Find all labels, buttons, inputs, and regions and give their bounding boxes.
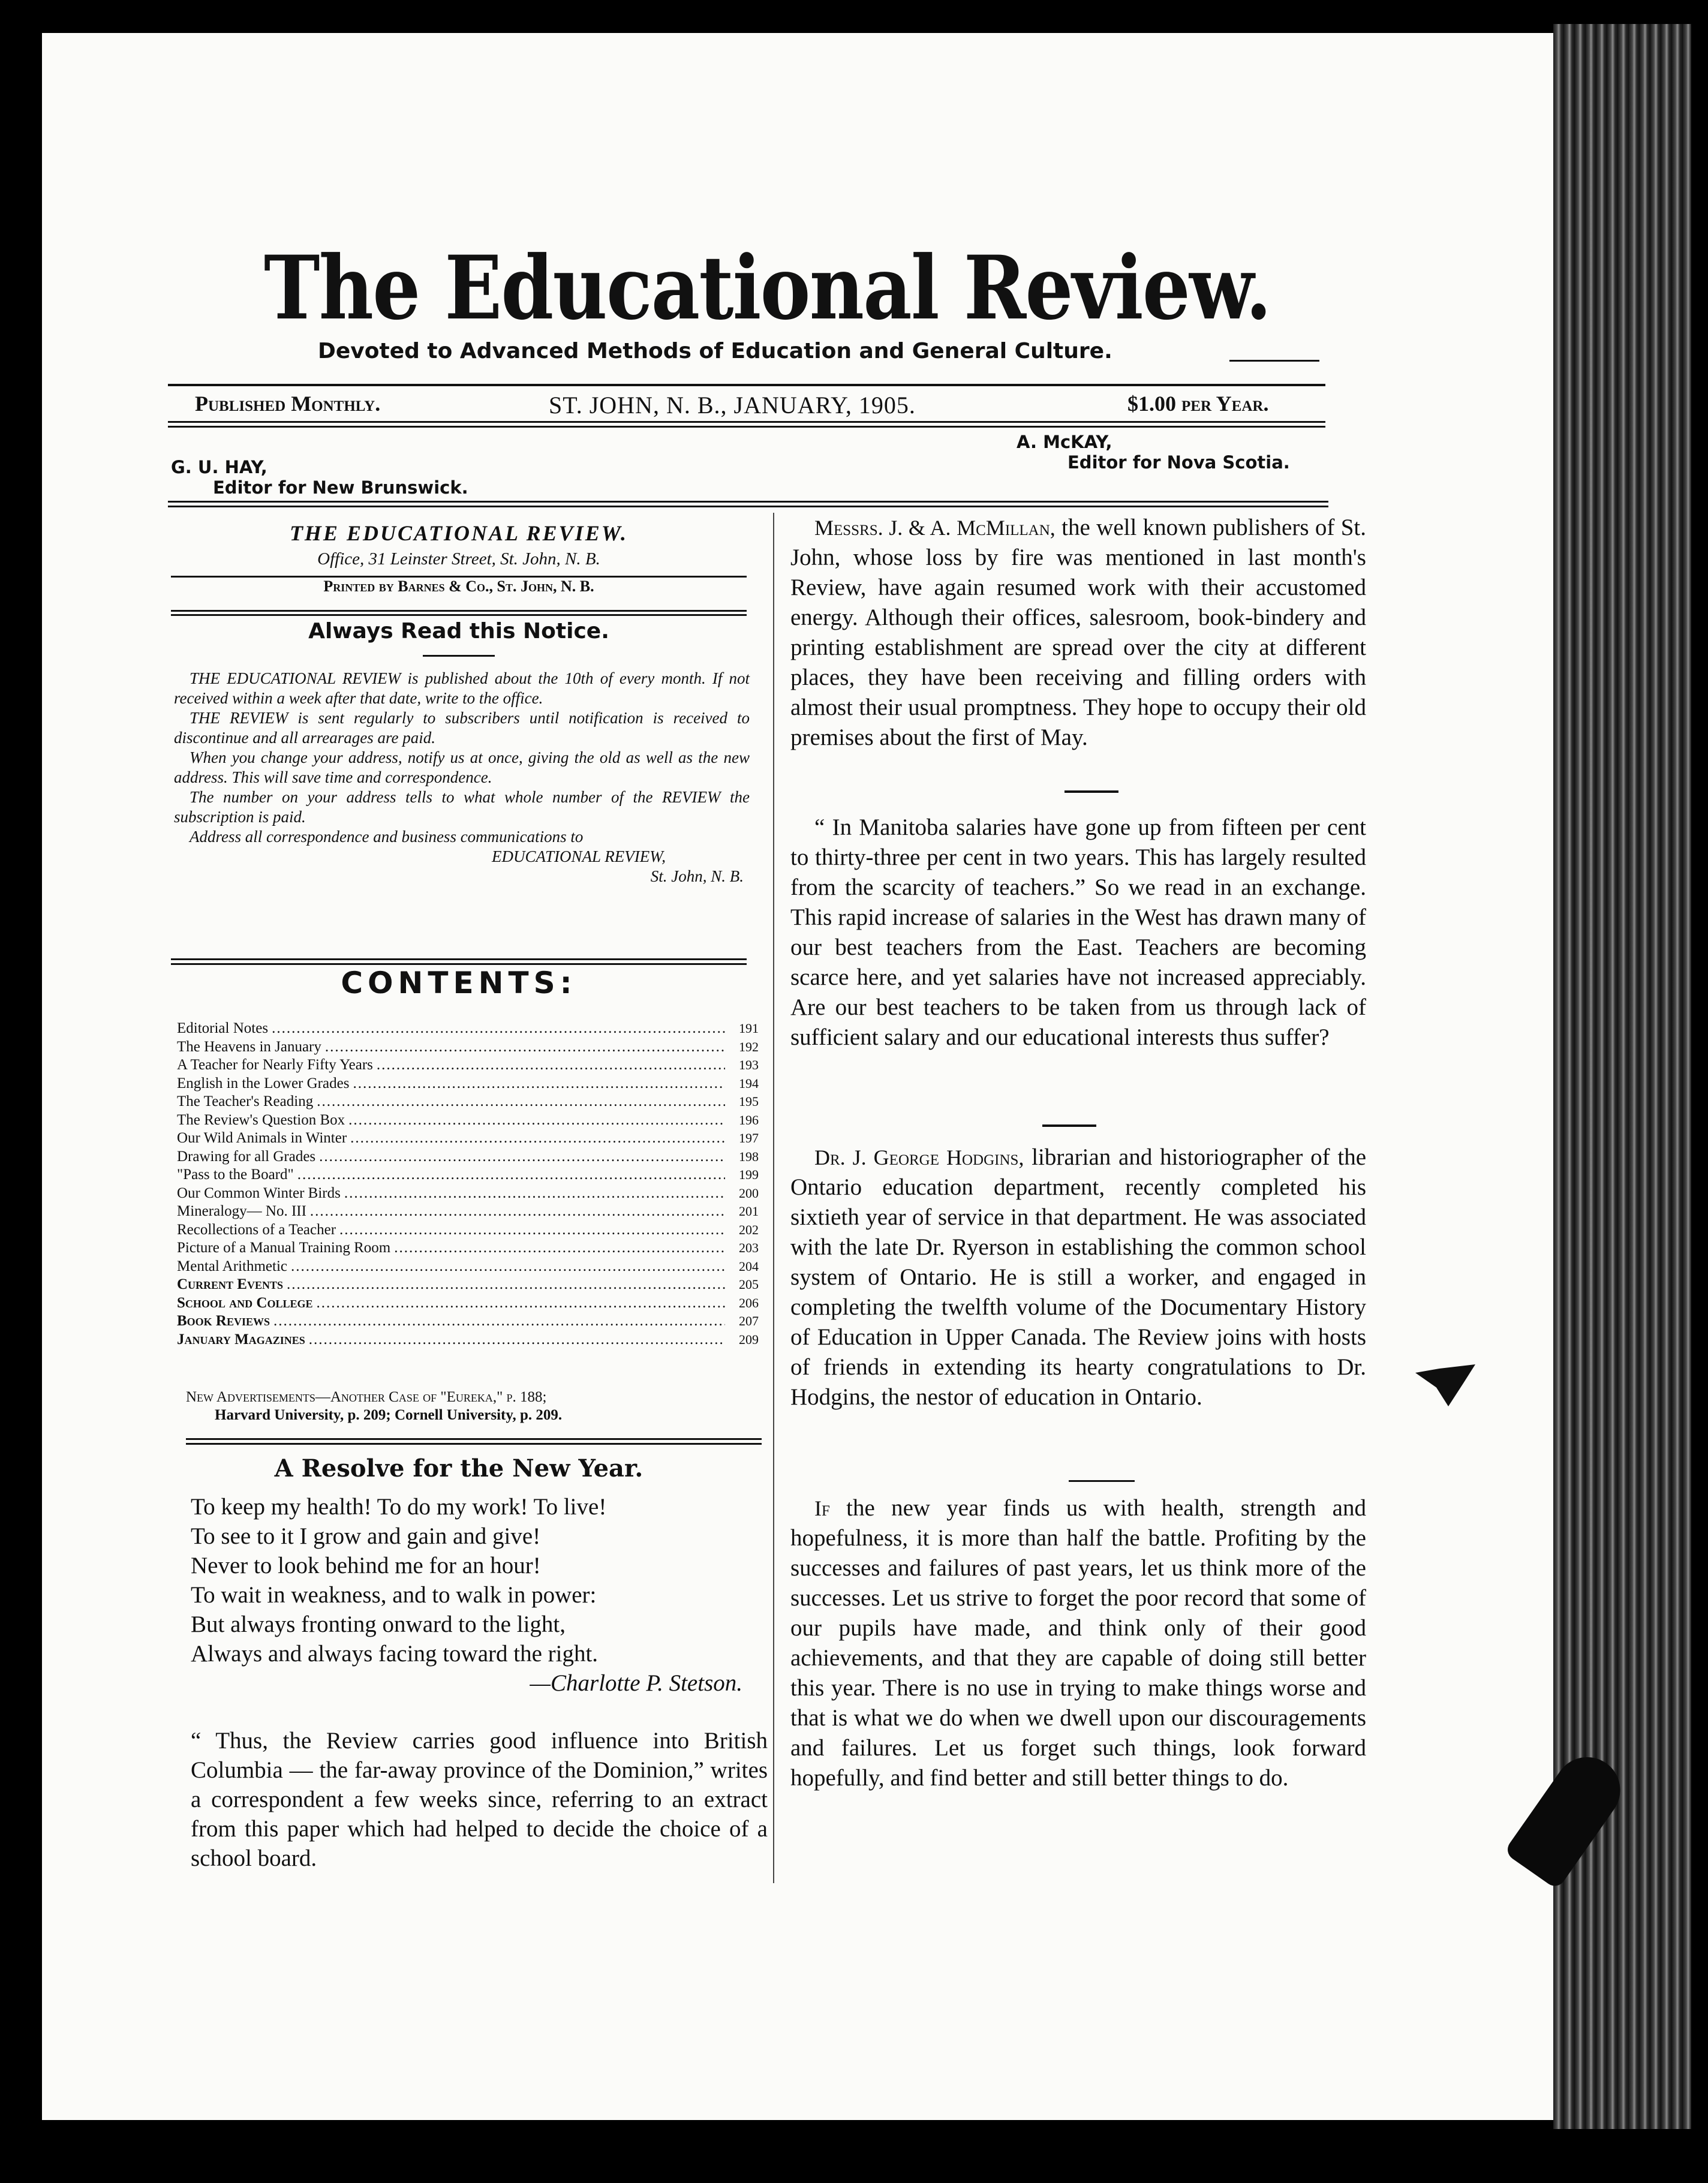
- contents-item-page: 205: [739, 1277, 759, 1292]
- mcmillan-text: the well known publishers of St. John, whose loss by fire was mentioned in last month's Review, have again resumed work with their accustomed energy. Although their offices, salesroom, book-bindery and printing establishment are spread over the city at different places, they have been receiving and filling orders with almost their usual promptness. They hope to occupy their old premises about the first of May.: [790, 515, 1366, 750]
- contents-leader-dots: [348, 1111, 725, 1130]
- office-title: THE EDUCATIONAL REVIEW.: [289, 521, 629, 545]
- contents-leader-dots: [310, 1202, 725, 1221]
- contents-item-label: Mental Arithmetic: [177, 1258, 287, 1274]
- separator-1: [1065, 790, 1118, 793]
- contents-item-label: Current Events: [177, 1276, 284, 1292]
- contents-leader-dots: [394, 1239, 725, 1258]
- british-columbia-paragraph: “ Thus, the Review carries good influence into British Columbia — the far-away province of the Dominion,” writes a correspondent a few weeks since, referring to an extract from this paper which had helped to decide the choice of a school board.: [191, 1728, 768, 1871]
- notice-p2: THE REVIEW is sent regularly to subscribers until notification is received to discontinue and all arrearages are paid.: [174, 709, 750, 747]
- editor-right-role: Editor for Nova Scotia.: [1068, 452, 1290, 473]
- contents-leader-dots: [273, 1312, 725, 1331]
- editor-right-name: A. McKAY,: [1017, 432, 1112, 452]
- contents-row: [177, 1258, 759, 1276]
- editor-left-role: Editor for New Brunswick.: [213, 477, 468, 498]
- contents-heading: CONTENTS:: [341, 966, 577, 1000]
- masthead-rule-mid1: [168, 421, 1325, 423]
- hodgins-paragraph: [790, 1142, 1366, 1412]
- subscription-price: $1.00 per Year.: [1127, 392, 1269, 416]
- contents-item-page: 204: [739, 1258, 759, 1274]
- contents-leader-dots: [325, 1038, 725, 1057]
- contents-leader-dots: [291, 1258, 725, 1276]
- contents-leader-dots: [353, 1075, 725, 1093]
- published-monthly: Published Monthly.: [195, 392, 381, 416]
- contents-rule-2: [171, 963, 747, 965]
- contents-row: [177, 1093, 759, 1111]
- notice-p3: When you change your address, notify us at once, giving the old as well as the new address. This will save time and correspondence.: [174, 748, 750, 786]
- contents-item-page: 199: [739, 1167, 759, 1182]
- contents-item-label: Drawing for all Grades: [177, 1148, 316, 1165]
- contents-item-page: 193: [739, 1057, 759, 1072]
- editor-rule-2: [168, 506, 1328, 507]
- editor-new-brunswick: [171, 457, 468, 498]
- poem-attribution: —Charlotte P. Stetson.: [530, 1670, 742, 1696]
- contents-leader-dots: [339, 1221, 725, 1240]
- notice-signature-2: St. John, N. B.: [650, 867, 744, 885]
- contents-row: [177, 1075, 759, 1093]
- new-advertisements: [186, 1388, 762, 1424]
- contents-row: [177, 1056, 759, 1075]
- contents-item-page: 207: [739, 1313, 759, 1328]
- adv-line-1: New Advertisements—Another Case of "Eureka," p. 188;: [186, 1389, 547, 1405]
- contents-item-page: 206: [739, 1295, 759, 1310]
- poem-line: Never to look behind me for an hour!: [191, 1553, 541, 1578]
- office-address: Office, 31 Leinster Street, St. John, N. B.: [317, 549, 600, 569]
- contents-rule-1: [171, 958, 747, 960]
- poem-line: To wait in weakness, and to walk in power:: [191, 1582, 597, 1608]
- contents-item-label: A Teacher for Nearly Fifty Years: [177, 1057, 373, 1073]
- new-year-lead: If: [814, 1496, 830, 1520]
- contents-item-page: 197: [739, 1130, 759, 1145]
- notice-text: [174, 669, 750, 886]
- contents-item-label: Editorial Notes: [177, 1020, 269, 1036]
- contents-row: [177, 1331, 759, 1349]
- mcmillan-lead: Messrs. J. & A. McMillan,: [814, 516, 1056, 540]
- contents-item-label: Mineralogy— No. III: [177, 1203, 306, 1219]
- contents-item-label: Recollections of a Teacher: [177, 1221, 336, 1238]
- poem-line: To see to it I grow and gain and give!: [191, 1523, 541, 1549]
- manitoba-paragraph: [790, 813, 1366, 1053]
- contents-item-label: January Magazines: [177, 1331, 305, 1348]
- contents-row: [177, 1111, 759, 1130]
- resolve-rule-1: [186, 1438, 762, 1440]
- contents-row: [177, 1221, 759, 1240]
- contents-item-label: Our Wild Animals in Winter: [177, 1130, 347, 1146]
- contents-item-page: 196: [739, 1112, 759, 1127]
- office-block: [171, 521, 747, 596]
- notice-p4: The number on your address tells to what whole number of the REVIEW the subscription is paid.: [174, 788, 750, 826]
- notice-heading-rule: [423, 655, 495, 657]
- notice-heading: Always Read this Notice.: [308, 619, 609, 644]
- contents-row: [177, 1276, 759, 1294]
- masthead-rule-mid2: [168, 426, 1325, 428]
- contents-row: [177, 1239, 759, 1258]
- contents-list: [177, 1020, 759, 1349]
- contents-item-label: The Review's Question Box: [177, 1111, 345, 1128]
- mcmillan-paragraph: [790, 513, 1366, 753]
- contents-leader-dots: [272, 1020, 725, 1038]
- contents-item-page: 200: [739, 1185, 759, 1201]
- contents-leader-dots: [287, 1276, 725, 1294]
- contents-item-page: 191: [739, 1021, 759, 1036]
- editor-rule-1: [168, 501, 1328, 503]
- journal-subtitle: Devoted to Advanced Methods of Education and General Culture.: [318, 339, 1112, 363]
- office-rule-2: [171, 610, 747, 612]
- contents-item-label: The Teacher's Reading: [177, 1093, 314, 1109]
- hodgins-lead: Dr. J. George Hodgins,: [814, 1145, 1024, 1169]
- contents-leader-dots: [344, 1184, 725, 1203]
- contents-row: [177, 1129, 759, 1148]
- resolve-rule-2: [186, 1443, 762, 1445]
- contents-leader-dots: [319, 1148, 725, 1166]
- office-rule-1: [171, 576, 747, 578]
- contents-item-label: Picture of a Manual Training Room: [177, 1240, 391, 1256]
- new-year-paragraph: [790, 1493, 1366, 1793]
- editor-left-name: G. U. HAY,: [171, 457, 267, 477]
- contents-item-page: 192: [739, 1039, 759, 1054]
- contents-leader-dots: [297, 1166, 725, 1184]
- column-divider: [773, 513, 774, 1883]
- office-rule-3: [171, 614, 747, 616]
- separator-2: [1042, 1124, 1096, 1127]
- contents-leader-dots: [317, 1294, 726, 1313]
- masthead-rule-top: [168, 384, 1325, 386]
- resolve-poem: [191, 1492, 742, 1698]
- contents-item-label: Our Common Winter Birds: [177, 1184, 341, 1201]
- place-date: ST. JOHN, N. B., JANUARY, 1905.: [549, 392, 916, 419]
- contents-item-page: 203: [739, 1240, 759, 1255]
- contents-row: [177, 1312, 759, 1331]
- notice-signature-1: EDUCATIONAL REVIEW,: [492, 847, 666, 865]
- contents-row: [177, 1020, 759, 1038]
- contents-row: [177, 1038, 759, 1057]
- journal-title: The Educational Review.: [264, 237, 1271, 339]
- contents-leader-dots: [377, 1056, 725, 1075]
- new-year-text: the new year finds us with health, strength and hopefulness, it is more than half the battle. Profiting by the successes and failures of past years, let us think more of the successes. Let us strive to forget the poor record that some of our pupils have made, and think only of their good achievements, and that they are capable of doing still better this year. There is no use in trying to make things worse and that is what we do when we dwell upon our discouragements and failures. Let us forget such things, look forward hopefully, and find better and still better things to do.: [790, 1495, 1366, 1791]
- subtitle-rule: [1229, 360, 1319, 362]
- contents-item-page: 198: [739, 1148, 759, 1164]
- notice-p5: Address all correspondence and business communications to: [190, 828, 584, 846]
- contents-leader-dots: [309, 1331, 725, 1349]
- contents-item-page: 201: [739, 1204, 759, 1219]
- editor-nova-scotia: [1017, 432, 1290, 473]
- poem-line: But always fronting onward to the light,: [191, 1611, 566, 1637]
- contents-row: [177, 1202, 759, 1221]
- contents-row: [177, 1166, 759, 1184]
- poem-line: Always and always facing toward the right.: [191, 1641, 599, 1667]
- contents-item-label: The Heavens in January: [177, 1038, 321, 1055]
- resolve-heading: A Resolve for the New Year.: [274, 1454, 643, 1483]
- manitoba-text: “ In Manitoba salaries have gone up from fifteen per cent to thirty-three per cent in two years. This has largely resulted from the scarcity of teachers.” So we read in an exchange. This rapid increase of salaries in the West has drawn many of our best teachers from the East. Teachers are becoming scarce here, and yet salaries have not increased appreciably. Are our best teachers to be taken from us through lack of sufficient salary and our educational interests thus suffer?: [790, 814, 1366, 1050]
- contents-item-page: 209: [739, 1331, 759, 1347]
- contents-row: [177, 1184, 759, 1203]
- contents-leader-dots: [317, 1093, 725, 1111]
- contents-item-page: 195: [739, 1094, 759, 1109]
- poem-line: To keep my health! To do my work! To live!: [191, 1494, 607, 1520]
- contents-row: [177, 1294, 759, 1313]
- contents-item-label: English in the Lower Grades: [177, 1075, 350, 1092]
- hodgins-text: librarian and historiographer of the Ontario education department, recently completed his sixtieth year of service in that department. He was associated with the late Dr. Ryerson in establishing the common school system of Ontario. He is still a worker, and engaged in completing the twelfth volume of the Documentary History of Education in Upper Canada. The Review joins with hosts of friends in extending its hearty congratulations to Dr. Hodgins, the nestor of education in Ontario.: [790, 1144, 1367, 1410]
- contents-item-page: 202: [739, 1222, 759, 1237]
- contents-item-page: 194: [739, 1075, 759, 1091]
- contents-leader-dots: [350, 1129, 725, 1148]
- printer-line: Printed by Barnes & Co., St. John, N. B.: [323, 578, 594, 595]
- contents-item-label: "Pass to the Board": [177, 1166, 294, 1183]
- notice-p1: THE EDUCATIONAL REVIEW is published about the 10th of every month. If not received within a week after that date, write to the office.: [174, 669, 750, 707]
- adv-line-2: Harvard University, p. 209; Cornell University, p. 209.: [215, 1407, 563, 1423]
- separator-3: [1069, 1480, 1135, 1482]
- contents-item-label: School and College: [177, 1294, 313, 1311]
- contents-item-label: Book Reviews: [177, 1313, 270, 1329]
- contents-row: [177, 1148, 759, 1166]
